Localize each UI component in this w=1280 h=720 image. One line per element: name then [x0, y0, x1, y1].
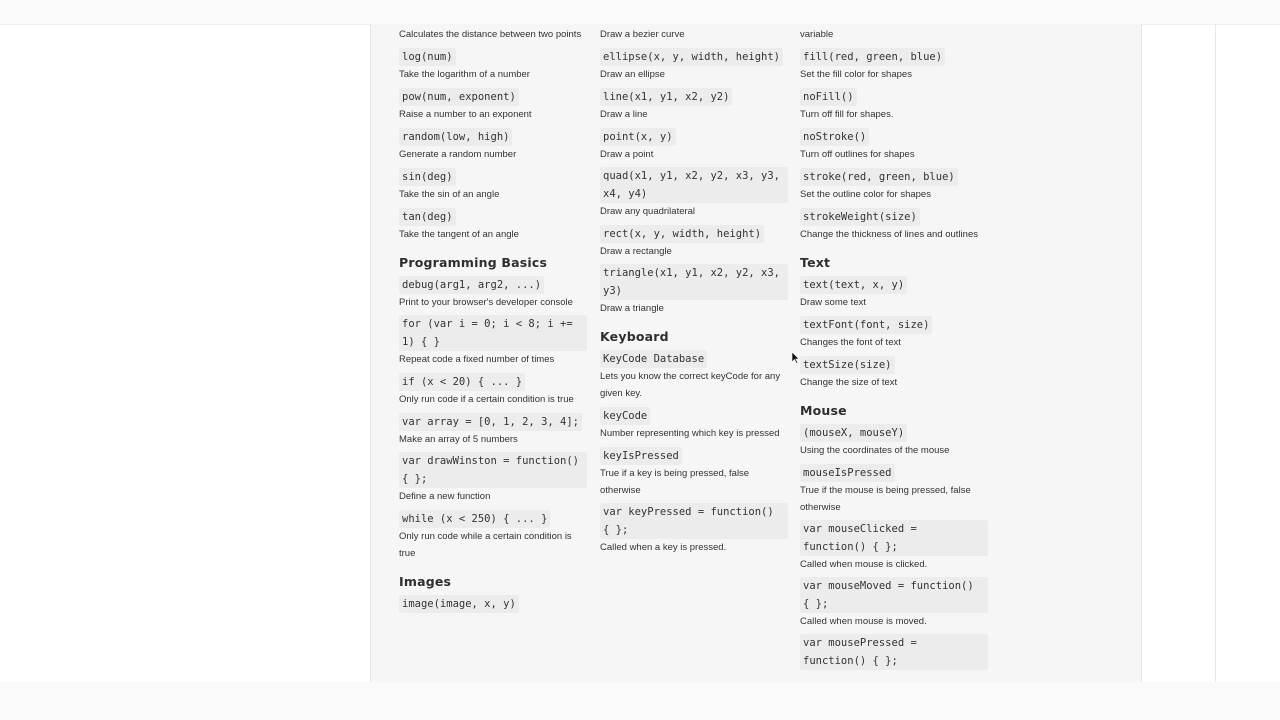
function-signature-link[interactable]: ellipse(x, y, width, height) [600, 48, 783, 66]
reference-entry [600, 224, 790, 260]
function-description: Draw any quadrilateral [600, 206, 696, 217]
frame-divider [1215, 24, 1216, 682]
function-description: Called when a key is pressed. [600, 542, 727, 553]
function-description: Change the size of text [800, 377, 898, 388]
mouse-pointer-icon [792, 352, 800, 364]
reference-entry [800, 423, 990, 459]
function-signature-link[interactable]: strokeWeight(size) [800, 208, 920, 226]
function-signature-link[interactable]: noFill() [800, 88, 857, 106]
function-signature-link[interactable]: noStroke() [800, 128, 869, 146]
section-heading: Programming Basics [399, 255, 548, 270]
reference-entry [399, 87, 589, 123]
function-signature-link[interactable]: pow(num, exponent) [399, 88, 519, 106]
reference-entry [600, 127, 790, 163]
reference-column-1 [399, 26, 589, 617]
function-description: Set the fill color for shapes [800, 69, 912, 80]
reference-entry [800, 315, 990, 351]
function-description: Calculates the distance between two points [399, 29, 582, 40]
function-description: Only run code if a certain condition is true [399, 394, 574, 405]
function-description: True if a key is being pressed, false otherwise [600, 468, 750, 496]
reference-entry [399, 509, 589, 562]
reference-entry [600, 264, 790, 317]
reference-entry [399, 26, 589, 43]
reference-entry [800, 47, 990, 83]
function-signature-link[interactable]: fill(red, green, blue) [800, 48, 945, 66]
reference-entry [600, 406, 790, 442]
function-signature-link[interactable]: stroke(red, green, blue) [800, 168, 958, 186]
function-signature-link[interactable]: KeyCode Database [600, 350, 707, 368]
function-description: Draw an ellipse [600, 69, 665, 80]
reference-entry [800, 577, 990, 630]
function-signature-link[interactable]: mouseIsPressed [800, 464, 895, 482]
reference-entry [800, 127, 990, 163]
reference-entry [800, 167, 990, 203]
function-description: Take the logarithm of a number [399, 69, 530, 80]
reference-entry [800, 87, 990, 123]
reference-section [600, 26, 790, 317]
reference-panel [370, 24, 1142, 682]
reference-entry [399, 372, 589, 408]
function-description: Called when mouse is clicked. [800, 559, 928, 570]
reference-entry [399, 315, 589, 368]
function-description: Print to your browser's developer console [399, 297, 573, 308]
reference-entry [800, 26, 990, 43]
function-description: Lets you know the correct keyCode for any given key. [600, 371, 781, 399]
function-description: Set the outline color for shapes [800, 189, 931, 200]
reference-entry [399, 47, 589, 83]
function-signature-link[interactable]: triangle(x1, y1, x2, y2, x3, y3) [600, 264, 788, 300]
reference-entry [399, 412, 589, 448]
function-description: Draw a line [600, 109, 648, 120]
function-description: Change the thickness of lines and outlines [800, 229, 978, 240]
reference-entry [800, 355, 990, 391]
reference-section [399, 574, 589, 613]
reference-entry [399, 127, 589, 163]
function-signature-link[interactable]: var keyPressed = function() { }; [600, 503, 788, 539]
reference-entry [600, 446, 790, 499]
reference-entry [600, 349, 790, 402]
reference-entry [600, 503, 790, 556]
reference-entry [800, 463, 990, 516]
browser-top-strip [0, 0, 1280, 25]
reference-entry [800, 207, 990, 243]
reference-entry [399, 594, 589, 613]
function-description: Draw a bezier curve [600, 29, 685, 40]
reference-section [399, 255, 589, 562]
function-signature-link[interactable]: keyCode [600, 407, 650, 425]
reference-entry [800, 275, 990, 311]
function-signature-link[interactable]: var mouseClicked = function() { }; [800, 520, 988, 556]
function-description: Called when mouse is moved. [800, 616, 927, 627]
function-signature-link[interactable]: var array = [0, 1, 2, 3, 4]; [399, 413, 582, 431]
function-description: Draw a point [600, 149, 654, 160]
function-description: Only run code while a certain condition is true [399, 531, 572, 559]
function-signature-link[interactable]: quad(x1, y1, x2, y2, x3, y3, x4, y4) [600, 167, 788, 203]
function-signature-link[interactable]: keyIsPressed [600, 447, 682, 465]
reference-entry [399, 207, 589, 243]
function-signature-link[interactable]: var mouseMoved = function() { }; [800, 577, 988, 613]
function-description: Changes the font of text [800, 337, 901, 348]
reference-entry [600, 47, 790, 83]
function-description: Draw a triangle [600, 303, 664, 314]
function-description: Take the sin of an angle [399, 189, 500, 200]
function-description: variable [800, 29, 834, 40]
reference-section [800, 26, 990, 243]
reference-entry [800, 634, 990, 670]
reference-entry [399, 452, 589, 505]
bottom-strip [0, 682, 1280, 720]
function-description: Make an array of 5 numbers [399, 434, 518, 445]
reference-entry [399, 275, 589, 311]
section-heading: Keyboard [600, 329, 669, 344]
function-signature-link[interactable]: sin(deg) [399, 168, 456, 186]
function-description: Raise a number to an exponent [399, 109, 532, 120]
reference-section [800, 403, 990, 670]
function-description: Take the tangent of an angle [399, 229, 519, 240]
function-signature-link[interactable]: (mouseX, mouseY) [800, 424, 907, 442]
function-signature-link[interactable]: textFont(font, size) [800, 316, 932, 334]
function-description: Generate a random number [399, 149, 517, 160]
reference-section [600, 329, 790, 556]
function-description: Draw a rectangle [600, 246, 672, 257]
function-signature-link[interactable]: line(x1, y1, x2, y2) [600, 88, 732, 106]
reference-entry [600, 26, 790, 43]
function-signature-link[interactable]: image(image, x, y) [399, 595, 519, 613]
function-signature-link[interactable]: if (x < 20) { ... } [399, 373, 525, 391]
reference-column-2 [600, 26, 790, 560]
reference-entry [600, 87, 790, 123]
function-description: Turn off fill for shapes. [800, 109, 894, 120]
function-signature-link[interactable]: var drawWinston = function() { }; [399, 452, 587, 488]
section-heading: Mouse [800, 403, 847, 418]
reference-entry [399, 167, 589, 203]
reference-column-3 [800, 26, 990, 674]
section-heading: Text [800, 255, 831, 270]
function-signature-link[interactable]: debug(arg1, arg2, ...) [399, 276, 544, 294]
function-description: True if the mouse is being pressed, false otherwise [800, 485, 971, 513]
function-description: Using the coordinates of the mouse [800, 445, 950, 456]
function-signature-link[interactable]: rect(x, y, width, height) [600, 225, 764, 243]
reference-section [800, 255, 990, 391]
section-heading: Images [399, 574, 452, 589]
function-description: Repeat code a fixed number of times [399, 354, 555, 365]
function-signature-link[interactable]: for (var i = 0; i < 8; i += 1) { } [399, 315, 587, 351]
function-description: Number representing which key is pressed [600, 428, 780, 439]
reference-section [399, 26, 589, 243]
function-signature-link[interactable]: tan(deg) [399, 208, 456, 226]
function-description: Draw some text [800, 297, 866, 308]
function-signature-link[interactable]: point(x, y) [600, 128, 676, 146]
reference-entry [600, 167, 790, 220]
function-signature-link[interactable]: textSize(size) [800, 356, 895, 374]
function-signature-link[interactable]: var mousePressed = function() { }; [800, 634, 988, 670]
function-signature-link[interactable]: log(num) [399, 48, 456, 66]
function-description: Turn off outlines for shapes [800, 149, 915, 160]
reference-entry [800, 520, 990, 573]
function-signature-link[interactable]: random(low, high) [399, 128, 512, 146]
function-signature-link[interactable]: text(text, x, y) [800, 276, 907, 294]
function-description: Define a new function [399, 491, 491, 502]
function-signature-link[interactable]: while (x < 250) { ... } [399, 510, 550, 528]
